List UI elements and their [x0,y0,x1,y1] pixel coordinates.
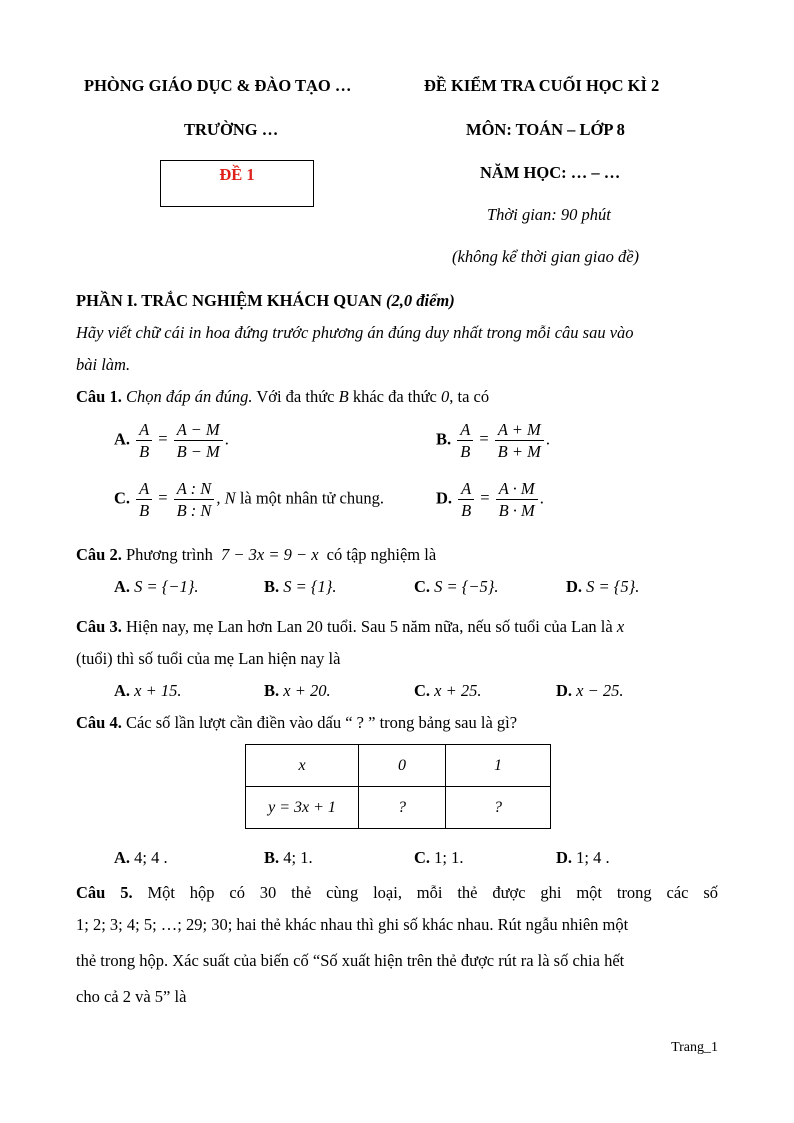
question-3-var-x: x [616,617,625,636]
fraction-numerator: A : N [174,478,215,500]
time-note: (không kể thời gian giao đề) [452,247,640,266]
option-value: 1; 1. [434,848,464,867]
q1-option-b: B. $\frac{A}{B}$ = $\frac{A + M}{B + M}$ . [436,420,551,461]
option-value: x + 25. [434,681,482,700]
question-1-text-c: , ta có [449,387,490,406]
table-row [246,745,551,787]
school-year: NĂM HỌC: … – … [480,163,621,182]
option-value: S = {5}. [586,577,640,596]
fraction-numerator: A [136,478,152,500]
option-value: S = {−1}. [134,577,199,596]
fraction-numerator: A − M [174,419,223,441]
option-label: A. [114,681,131,700]
question-2-text-a: Phương trình [125,545,213,564]
option-label: B. [436,429,452,449]
fraction-denominator: B [139,442,150,461]
question-3-text-b: tuổi. Sau [326,617,386,636]
q4-option-a [114,848,168,868]
question-2-text-b: có tập nghiệm là [326,545,437,564]
table-cell: 0 [359,745,446,787]
option-label: B. [264,577,280,596]
page-number: Trang_1 [671,1040,718,1055]
table-cell: ? [359,787,446,829]
school-name: TRƯỜNG … [184,120,279,139]
section-points: (2,0 điểm) [386,291,455,310]
section-title: PHẦN I. TRẮC NGHIỆM KHÁCH QUAN [76,291,382,310]
option-tail: . [545,429,551,449]
question-5-line1 [76,883,718,903]
option-label: C. [414,681,431,700]
q3-option-d [556,681,624,701]
fraction-numerator: A [136,419,152,441]
q1-option-a: A. $\frac{A}{B}$ = $\frac{A - M}{B - M}$ . [114,420,229,461]
question-1-text-b: khác đa thức [352,387,437,406]
question-3-text-a: Hiện nay, mẹ Lan hơn Lan [125,617,303,636]
q3-option-c [414,681,482,701]
option-value: 4; 1. [283,848,313,867]
exam-time: Thời gian: 90 phút [487,205,611,224]
option-label: D. [556,681,573,700]
fraction-denominator: B · M [498,501,535,520]
option-var: , N [216,488,236,508]
q2-option-c [414,577,499,597]
question-3-num-20: 20 [306,617,323,636]
option-value: 1; 4 . [576,848,610,867]
section-title-line [76,291,455,311]
fraction-numerator: A [458,478,474,500]
table-row [246,787,551,829]
exam-title: ĐỀ KIỂM TRA CUỐI HỌC KÌ 2 [424,76,660,95]
option-label: B. [264,681,280,700]
q3-option-b [264,681,331,701]
option-tail: là một nhân tử chung. [239,488,384,508]
question-1-zero: 0 [441,387,450,406]
department-title: PHÒNG GIÁO DỤC & ĐÀO TẠO … [84,76,352,95]
question-5-label: Câu 5. [76,883,133,902]
option-value: x − 25. [576,681,624,700]
value-table [245,744,551,829]
question-3-stem [76,617,624,637]
question-5-line2: 1; 2; 3; 4; 5; …; 29; 30; hai thẻ khác nhau thì ghi số khác nhau. Rút ngẫu nhiên một [76,915,629,934]
question-1-text-a: Với đa thức [256,387,335,406]
question-1-stem [76,387,489,407]
option-label: C. [414,577,431,596]
q4-option-c [414,848,464,868]
question-1-italic: Chọn đáp án đúng. [125,387,253,406]
option-label: C. [114,488,131,508]
question-2-stem [76,545,436,565]
q2-option-d [566,577,639,597]
question-5-line3: thẻ trong hộp. Xác suất của biến cố “Số xuất hiện trên thẻ được rút ra là số chia hết [76,951,625,970]
q1-option-d: D. $\frac{A}{B}$ = $\frac{A \cdot M}{B \cdot M}$ . [436,479,544,520]
question-3-num-5: 5 [389,617,399,636]
exam-code: ĐỀ 1 [219,165,255,184]
question-3-label: Câu 3. [76,617,122,636]
option-label: D. [566,577,583,596]
exam-code-box [160,160,314,207]
option-value: 4; 4 . [134,848,168,867]
fraction-denominator: B [139,501,150,520]
q3-option-a [114,681,182,701]
fraction-denominator: B + M [497,442,541,461]
option-label: D. [436,488,453,508]
option-label: B. [264,848,280,867]
option-value: S = {−5}. [434,577,499,596]
fraction-numerator: A + M [495,419,544,441]
question-3-text-c: năm nữa, nếu số tuổi của Lan là [402,617,613,636]
question-1-var-b: B [338,387,349,406]
instruction-line1: Hãy viết chữ cái in hoa đứng trước phương án đúng duy nhất trong mỗi câu sau vào [76,323,634,342]
option-tail: . [224,429,229,449]
fraction-numerator: A · M [496,478,538,500]
q4-option-b [264,848,313,868]
option-value: x + 20. [283,681,331,700]
table-cell: y = 3x + 1 [246,787,359,829]
subject: MÔN: TOÁN – LỚP 8 [466,120,625,139]
question-5-text-1: Một hộp có 30 thẻ cùng loại, mỗi thẻ được ghi một trong các số [147,883,719,902]
question-4-text: Các số lần lượt cần điền vào dấu “ ? ” trong bảng sau là gì? [125,713,518,732]
question-2-equation: 7 − 3x = 9 − x [220,545,319,564]
question-1-label: Câu 1. [76,387,122,406]
option-label: A. [114,577,131,596]
q4-option-d [556,848,610,868]
q2-option-b [264,577,336,597]
option-label: A. [114,429,131,449]
option-label: D. [556,848,573,867]
table-cell: x [246,745,359,787]
q1-option-c: C. $\frac{A}{B}$ = $\frac{A : N}{B : N}$ , N là một nhân tử chung. [114,479,384,520]
fraction-numerator: A [457,419,473,441]
option-value: x + 15. [134,681,182,700]
q2-option-a [114,577,199,597]
instruction-line2: bài làm. [76,355,131,374]
option-label: A. [114,848,131,867]
table-cell: ? [446,787,551,829]
question-2-label: Câu 2. [76,545,122,564]
question-5-line4: cho cả 2 và 5” là [76,987,187,1006]
fraction-denominator: B [460,442,471,461]
option-label: C. [414,848,431,867]
option-tail: . [539,488,544,508]
option-value: S = {1}. [283,577,337,596]
fraction-denominator: B : N [176,501,212,520]
question-3-line2: (tuổi) thì số tuổi của mẹ Lan hiện nay là [76,649,341,668]
question-4-label: Câu 4. [76,713,122,732]
fraction-denominator: B [461,501,472,520]
fraction-denominator: B − M [176,442,220,461]
table-cell: 1 [446,745,551,787]
question-4-stem [76,713,517,733]
